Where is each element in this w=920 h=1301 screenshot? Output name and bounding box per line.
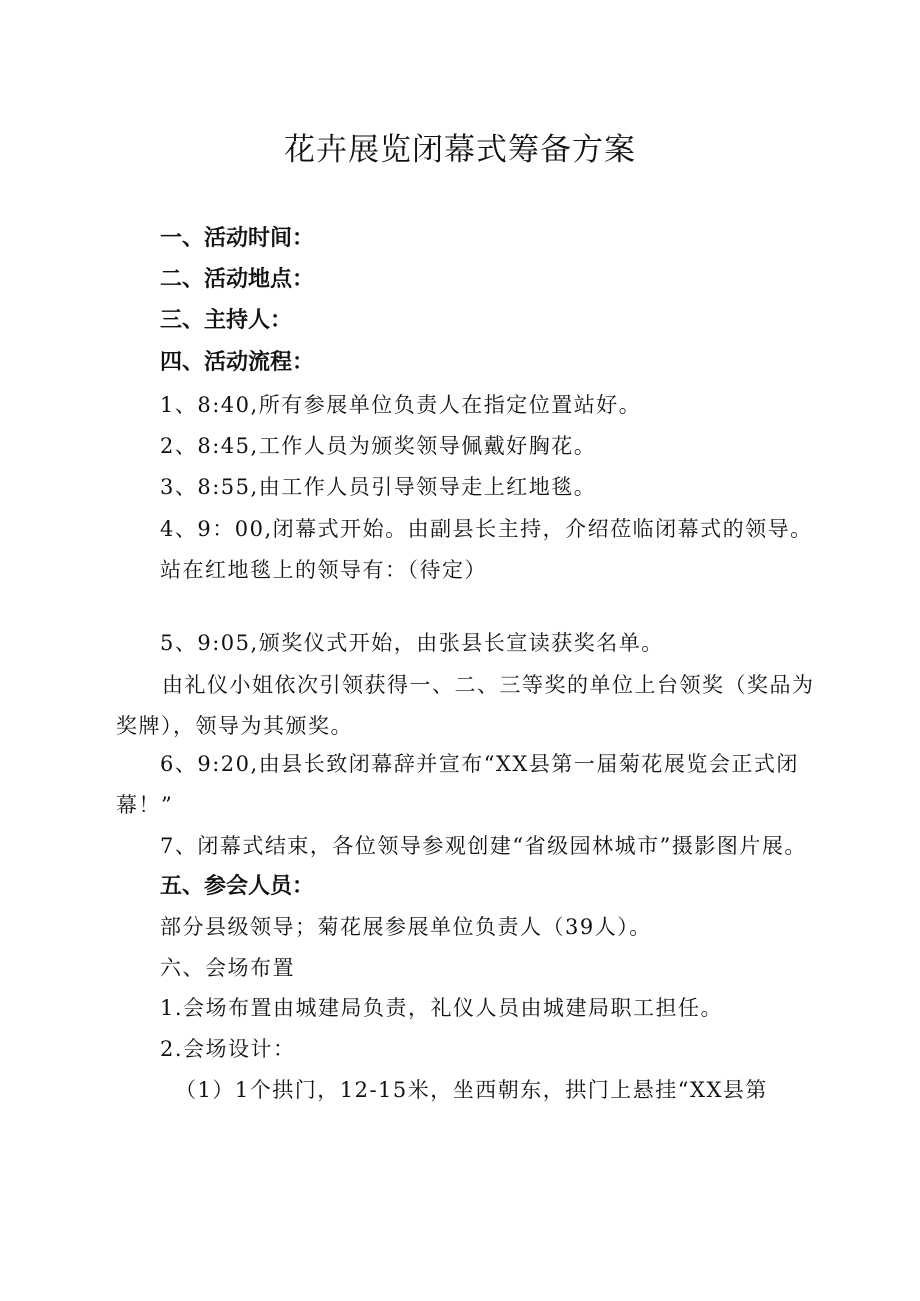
section-heading-activity-time: 一、活动时间： bbox=[160, 226, 315, 251]
flow-item-3: 3、8:55,由工作人员引导领导走上红地毯。 bbox=[160, 475, 597, 499]
venue-item-2-sub-1: （1）1个拱门，12-15米，坐西朝东，拱门上悬挂“XX县第 bbox=[175, 1078, 768, 1102]
flow-item-4-note: 站在红地毯上的领导有：（待定） bbox=[160, 558, 487, 582]
section-heading-attendees: 五、参会人员： bbox=[160, 874, 315, 899]
document-title: 花卉展览闭幕式筹备方案 bbox=[284, 132, 636, 168]
section-heading-venue-layout: 六、会场布置 bbox=[160, 956, 295, 980]
flow-item-2: 2、8:45,工作人员为颁奖领导佩戴好胸花。 bbox=[160, 434, 597, 458]
flow-item-5: 5、9:05,颁奖仪式开始，由张县长宣读获奖名单。 bbox=[160, 631, 664, 655]
flow-item-6-line-2: 幕！” bbox=[116, 793, 174, 817]
section-heading-activity-flow: 四、活动流程： bbox=[160, 350, 315, 375]
venue-item-1: 1.会场布置由城建局负责，礼仪人员由城建局职工担任。 bbox=[160, 996, 724, 1020]
flow-item-6: 6、9:20,由县长致闭幕辞并宣布“XX县第一届菊花展览会正式闭 bbox=[160, 752, 799, 776]
flow-item-5-line-3: 奖牌），领导为其颁奖。 bbox=[116, 714, 353, 738]
section-heading-activity-location: 二、活动地点： bbox=[160, 267, 315, 292]
flow-item-7: 7、闭幕式结束，各位领导参观创建“省级园林城市”摄影图片展。 bbox=[160, 834, 807, 858]
attendees-text: 部分县级领导；菊花展参展单位负责人（39人）。 bbox=[160, 915, 652, 939]
venue-item-2: 2.会场设计： bbox=[160, 1037, 296, 1061]
flow-item-4: 4、9：00,闭幕式开始。由副县长主持，介绍莅临闭幕式的领导。 bbox=[160, 517, 813, 541]
flow-item-1: 1、8:40,所有参展单位负责人在指定位置站好。 bbox=[160, 393, 642, 417]
section-heading-host: 三、主持人： bbox=[160, 308, 293, 333]
flow-item-5-line-2: 由礼仪小姐依次引领获得一、二、三等奖的单位上台领奖（奖品为 bbox=[162, 673, 815, 697]
